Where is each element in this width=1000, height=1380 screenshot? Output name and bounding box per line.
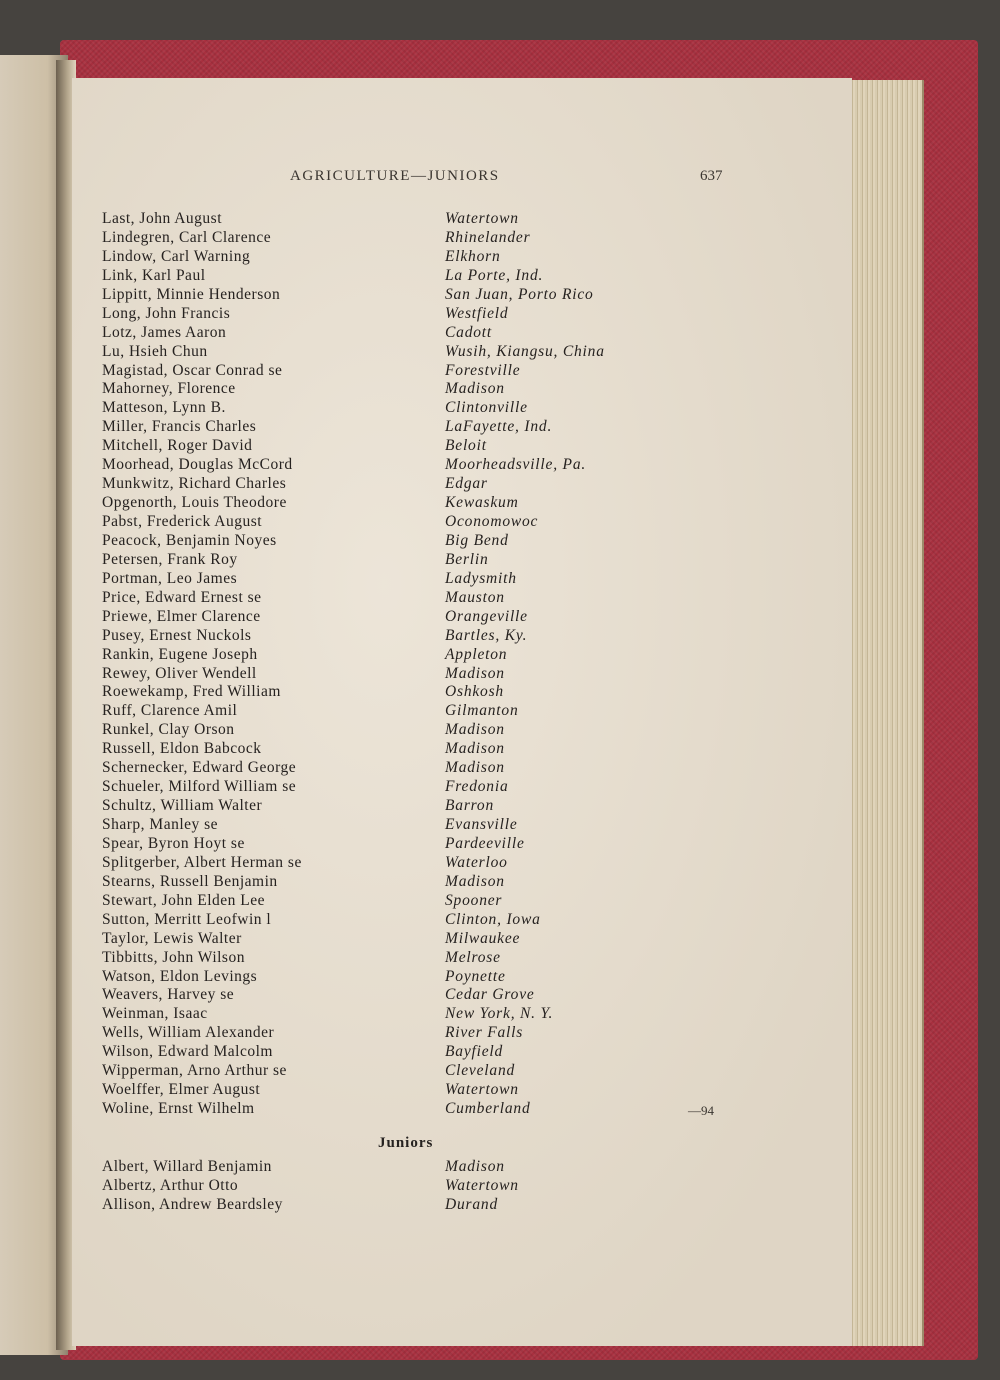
hometown: Cumberland (445, 1100, 531, 1118)
page-edges (850, 80, 924, 1346)
student-name: Pusey, Ernest Nuckols (102, 626, 252, 644)
hometown: San Juan, Porto Rico (445, 285, 594, 303)
list-item (102, 1196, 742, 1215)
student-name: Petersen, Frank Roy (102, 550, 238, 568)
hometown: Waterloo (445, 853, 508, 871)
hometown: Melrose (445, 948, 501, 966)
list-item (102, 1158, 742, 1177)
list-item (102, 1062, 742, 1081)
student-name: Lippitt, Minnie Henderson (102, 285, 281, 303)
student-name: Allison, Andrew Beardsley (102, 1195, 283, 1213)
hometown: Madison (445, 1158, 505, 1175)
student-name: Schueler, Milford William se (102, 778, 297, 796)
hometown: Westfield (445, 304, 509, 322)
student-name: Moorhead, Douglas McCord (102, 456, 293, 474)
list-item (102, 513, 742, 532)
student-name: Matteson, Lynn B. (102, 399, 226, 417)
hometown: Berlin (445, 550, 489, 568)
student-name: Woelffer, Elmer August (102, 1081, 261, 1099)
hometown: Pardeeville (445, 834, 525, 852)
student-name: Tibbitts, John Wilson (102, 948, 245, 966)
hometown: Madison (445, 740, 505, 758)
list-item (102, 570, 742, 589)
list-item (102, 665, 742, 684)
list-item (102, 305, 742, 324)
hometown: Mauston (445, 588, 505, 606)
hometown: Wusih, Kiangsu, China (445, 342, 605, 360)
student-name: Wipperman, Arno Arthur se (102, 1062, 287, 1080)
student-name: Russell, Eldon Babcock (102, 740, 262, 758)
list-item (102, 702, 742, 721)
list-item (102, 740, 742, 759)
hometown: Oconomowoc (445, 513, 539, 530)
list-item (102, 835, 742, 854)
student-name: Stearns, Russell Benjamin (102, 872, 278, 890)
hometown: River Falls (445, 1024, 524, 1042)
student-name: Weinman, Isaac (102, 1005, 208, 1023)
list-item (102, 532, 742, 551)
hometown: Watertown (445, 210, 519, 227)
hometown: Watertown (445, 1081, 519, 1099)
list-item (102, 456, 742, 475)
student-name: Wells, William Alexander (102, 1024, 275, 1042)
student-name: Roewekamp, Fred William (102, 683, 281, 701)
hometown: Madison (445, 664, 505, 682)
list-item (102, 399, 742, 418)
hometown: Cleveland (445, 1062, 516, 1080)
hometown: New York, N. Y. (445, 1005, 554, 1023)
hometown: Madison (445, 759, 505, 777)
student-name: Lu, Hsieh Chun (102, 342, 208, 360)
student-name: Munkwitz, Richard Charles (102, 475, 287, 493)
student-name: Watson, Eldon Levings (102, 967, 258, 985)
running-head: AGRICULTURE—JUNIORS (290, 168, 500, 184)
student-name: Sutton, Merritt Leofwin l (102, 910, 272, 928)
list-item (102, 627, 742, 646)
student-name: Magistad, Oscar Conrad se (102, 361, 283, 379)
student-name: Last, John August (102, 210, 223, 227)
entry-count: —94 (688, 1103, 714, 1118)
list-item (102, 646, 742, 665)
hometown: Bartles, Ky. (445, 626, 528, 644)
list-item (102, 1043, 742, 1062)
student-name: Link, Karl Paul (102, 266, 206, 284)
list-item (102, 248, 742, 267)
student-name: Opgenorth, Louis Theodore (102, 494, 287, 512)
list-item (102, 380, 742, 399)
list-item (102, 683, 742, 702)
student-name: Peacock, Benjamin Noyes (102, 531, 277, 549)
student-name: Runkel, Clay Orson (102, 721, 235, 739)
hometown: Forestville (445, 361, 521, 379)
student-name: Lotz, James Aaron (102, 323, 227, 341)
hometown: Kewaskum (445, 494, 519, 512)
student-name: Priewe, Elmer Clarence (102, 607, 261, 625)
hometown: Orangeville (445, 607, 528, 625)
student-name: Long, John Francis (102, 304, 231, 322)
student-name: Albert, Willard Benjamin (102, 1158, 272, 1175)
hometown: Evansville (445, 816, 518, 833)
hometown: Cadott (445, 323, 493, 341)
hometown: Big Bend (445, 531, 509, 549)
student-name: Weavers, Harvey se (102, 986, 235, 1004)
student-name: Lindegren, Carl Clarence (102, 228, 272, 246)
list-item (102, 1005, 742, 1024)
student-name: Ruff, Clarence Amil (102, 702, 238, 720)
list-item (102, 892, 742, 911)
hometown: Spooner (445, 891, 503, 909)
entries-list (102, 210, 742, 1119)
student-name: Portman, Leo James (102, 569, 238, 587)
list-item (102, 1081, 742, 1100)
hometown: Beloit (445, 437, 487, 455)
student-name: Taylor, Lewis Walter (102, 929, 242, 947)
student-name: Schultz, William Walter (102, 797, 263, 815)
hometown: Durand (445, 1195, 499, 1213)
student-name: Price, Edward Ernest se (102, 588, 262, 606)
list-item (102, 816, 742, 835)
hometown: Madison (445, 872, 505, 890)
list-item (102, 494, 742, 513)
student-name: Wilson, Edward Malcolm (102, 1043, 273, 1061)
list-item (102, 968, 742, 987)
list-item (102, 210, 742, 229)
student-name: Miller, Francis Charles (102, 418, 257, 436)
hometown: LaFayette, Ind. (445, 418, 553, 436)
hometown: Fredonia (445, 778, 509, 796)
student-name: Albertz, Arthur Otto (102, 1176, 239, 1194)
list-item (102, 589, 742, 608)
hometown: Ladysmith (445, 569, 517, 587)
hometown: Moorheadsville, Pa. (445, 456, 587, 474)
student-name: Schernecker, Edward George (102, 759, 297, 777)
list-item (102, 437, 742, 456)
list-item (102, 778, 742, 797)
page-number: 637 (700, 168, 723, 184)
hometown: Watertown (445, 1176, 519, 1194)
student-name: Rankin, Eugene Joseph (102, 645, 258, 663)
list-item (102, 1100, 742, 1119)
list-item (102, 797, 742, 816)
student-name: Mitchell, Roger David (102, 437, 253, 455)
student-name: Spear, Byron Hoyt se (102, 834, 245, 852)
student-name: Sharp, Manley se (102, 816, 219, 833)
student-name: Rewey, Oliver Wendell (102, 664, 257, 682)
hometown: Gilmanton (445, 702, 519, 720)
list-item (102, 986, 742, 1005)
list-item (102, 229, 742, 248)
list-item (102, 551, 742, 570)
hometown: Oshkosh (445, 683, 504, 701)
list-item (102, 343, 742, 362)
hometown: Madison (445, 721, 505, 739)
student-name: Lindow, Carl Warning (102, 247, 251, 265)
hometown: Rhinelander (445, 228, 531, 246)
list-item (102, 324, 742, 343)
student-name: Mahorney, Florence (102, 380, 236, 398)
hometown: Appleton (445, 645, 508, 663)
student-name: Woline, Ernst Wilhelm (102, 1100, 255, 1118)
hometown: Cedar Grove (445, 986, 535, 1004)
list-item (102, 286, 742, 305)
list-item (102, 362, 742, 381)
hometown: Edgar (445, 475, 488, 493)
list-item (102, 608, 742, 627)
list-item (102, 854, 742, 873)
hometown: La Porte, Ind. (445, 266, 544, 284)
hometown: Poynette (445, 967, 506, 985)
list-item (102, 1177, 742, 1196)
student-name: Pabst, Frederick August (102, 513, 263, 530)
student-name: Stewart, John Elden Lee (102, 891, 266, 909)
hometown: Milwaukee (445, 929, 521, 947)
hometown: Clintonville (445, 399, 528, 417)
list-item (102, 911, 742, 930)
list-item (102, 759, 742, 778)
junior-entries-list (102, 1158, 742, 1215)
list-item (102, 930, 742, 949)
hometown: Bayfield (445, 1043, 504, 1061)
list-item (102, 267, 742, 286)
section-heading: Juniors (378, 1135, 434, 1151)
hometown: Barron (445, 797, 495, 815)
list-item (102, 721, 742, 740)
list-item (102, 873, 742, 892)
list-item (102, 418, 742, 437)
list-item (102, 475, 742, 494)
list-item (102, 949, 742, 968)
hometown: Clinton, Iowa (445, 910, 541, 928)
hometown: Madison (445, 380, 505, 398)
student-name: Splitgerber, Albert Herman se (102, 853, 302, 871)
hometown: Elkhorn (445, 247, 501, 265)
list-item (102, 1024, 742, 1043)
